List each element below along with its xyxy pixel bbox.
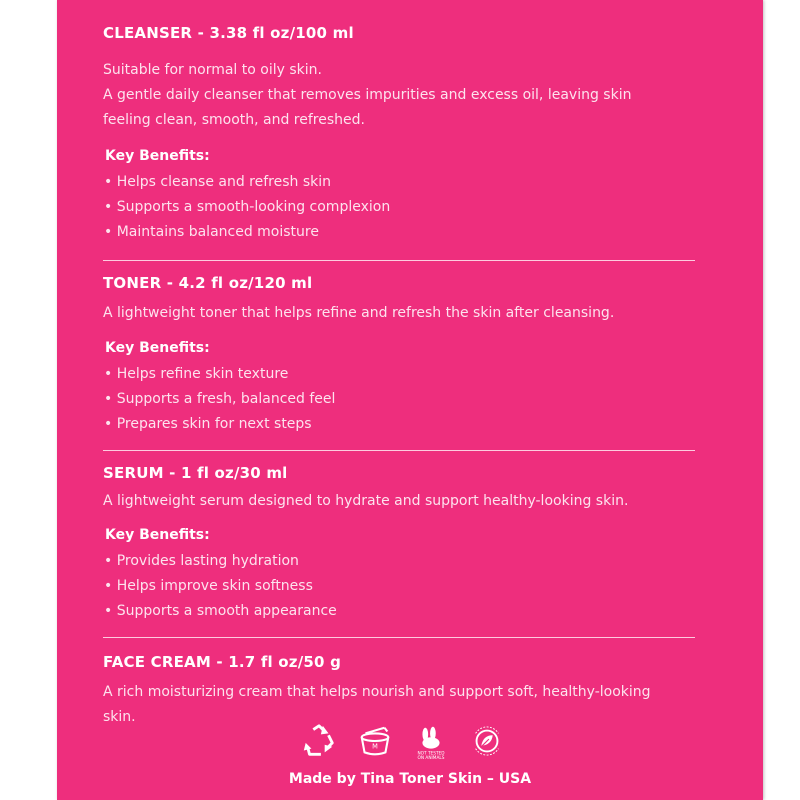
toner-benefits-list xyxy=(104,362,335,436)
serum-key-benefits-title: Key Benefits: xyxy=(105,527,210,543)
toner-key-benefits-title: Key Benefits: xyxy=(105,340,210,356)
list-item: • Helps improve skin softness xyxy=(104,574,337,599)
svg-text:NOT TESTED: NOT TESTED xyxy=(417,751,445,757)
list-item: • Supports a fresh, balanced feel xyxy=(104,387,335,412)
description-line: feeling clean, smooth, and refreshed. xyxy=(103,112,365,128)
serum-benefits-list xyxy=(104,549,337,623)
cleanser-title: CLEANSER - 3.38 fl oz/100 ml xyxy=(103,24,354,42)
description-line: skin. xyxy=(103,709,136,725)
section-divider xyxy=(103,450,695,451)
description-line: A rich moisturizing cream that helps nourish and support soft, healthy-looking xyxy=(103,684,651,700)
open-jar-icon xyxy=(356,722,394,760)
certification-icons xyxy=(300,722,506,760)
list-item: • Helps refine skin texture xyxy=(104,362,335,387)
made-by-footer: Made by Tina Toner Skin – USA xyxy=(288,771,532,787)
section-divider xyxy=(103,637,695,638)
cleanser-key-benefits-title: Key Benefits: xyxy=(105,148,210,164)
list-item: • Prepares skin for next steps xyxy=(104,412,335,437)
serum-title: SERUM - 1 fl oz/30 ml xyxy=(103,464,288,482)
svg-text:M: M xyxy=(372,742,378,751)
cleanser-description xyxy=(103,58,713,133)
description-line: A gentle daily cleanser that removes impurities and excess oil, leaving skin xyxy=(103,87,632,103)
section-divider xyxy=(103,260,695,261)
recycle-icon xyxy=(300,722,338,760)
toner-title: TONER - 4.2 fl oz/120 ml xyxy=(103,274,313,292)
description-line: Suitable for normal to oily skin. xyxy=(103,62,322,78)
svg-text:ON ANIMALS: ON ANIMALS xyxy=(417,756,445,760)
not-tested-on-animals-icon xyxy=(412,722,450,760)
face-cream-title: FACE CREAM - 1.7 fl oz/50 g xyxy=(103,653,342,671)
list-item: • Helps cleanse and refresh skin xyxy=(104,170,390,195)
list-item: • Maintains balanced moisture xyxy=(104,220,390,245)
toner-description xyxy=(103,301,713,326)
natural-ingredients-leaf-icon xyxy=(468,722,506,760)
cleanser-benefits-list xyxy=(104,170,390,244)
product-info-panel xyxy=(57,0,763,800)
list-item: • Provides lasting hydration xyxy=(104,549,337,574)
serum-description xyxy=(103,489,713,514)
description-line: A lightweight serum designed to hydrate and support healthy-looking skin. xyxy=(103,493,629,509)
list-item: • Supports a smooth appearance xyxy=(104,599,337,624)
description-line: A lightweight toner that helps refine and refresh the skin after cleansing. xyxy=(103,305,615,321)
list-item: • Supports a smooth-looking complexion xyxy=(104,195,390,220)
